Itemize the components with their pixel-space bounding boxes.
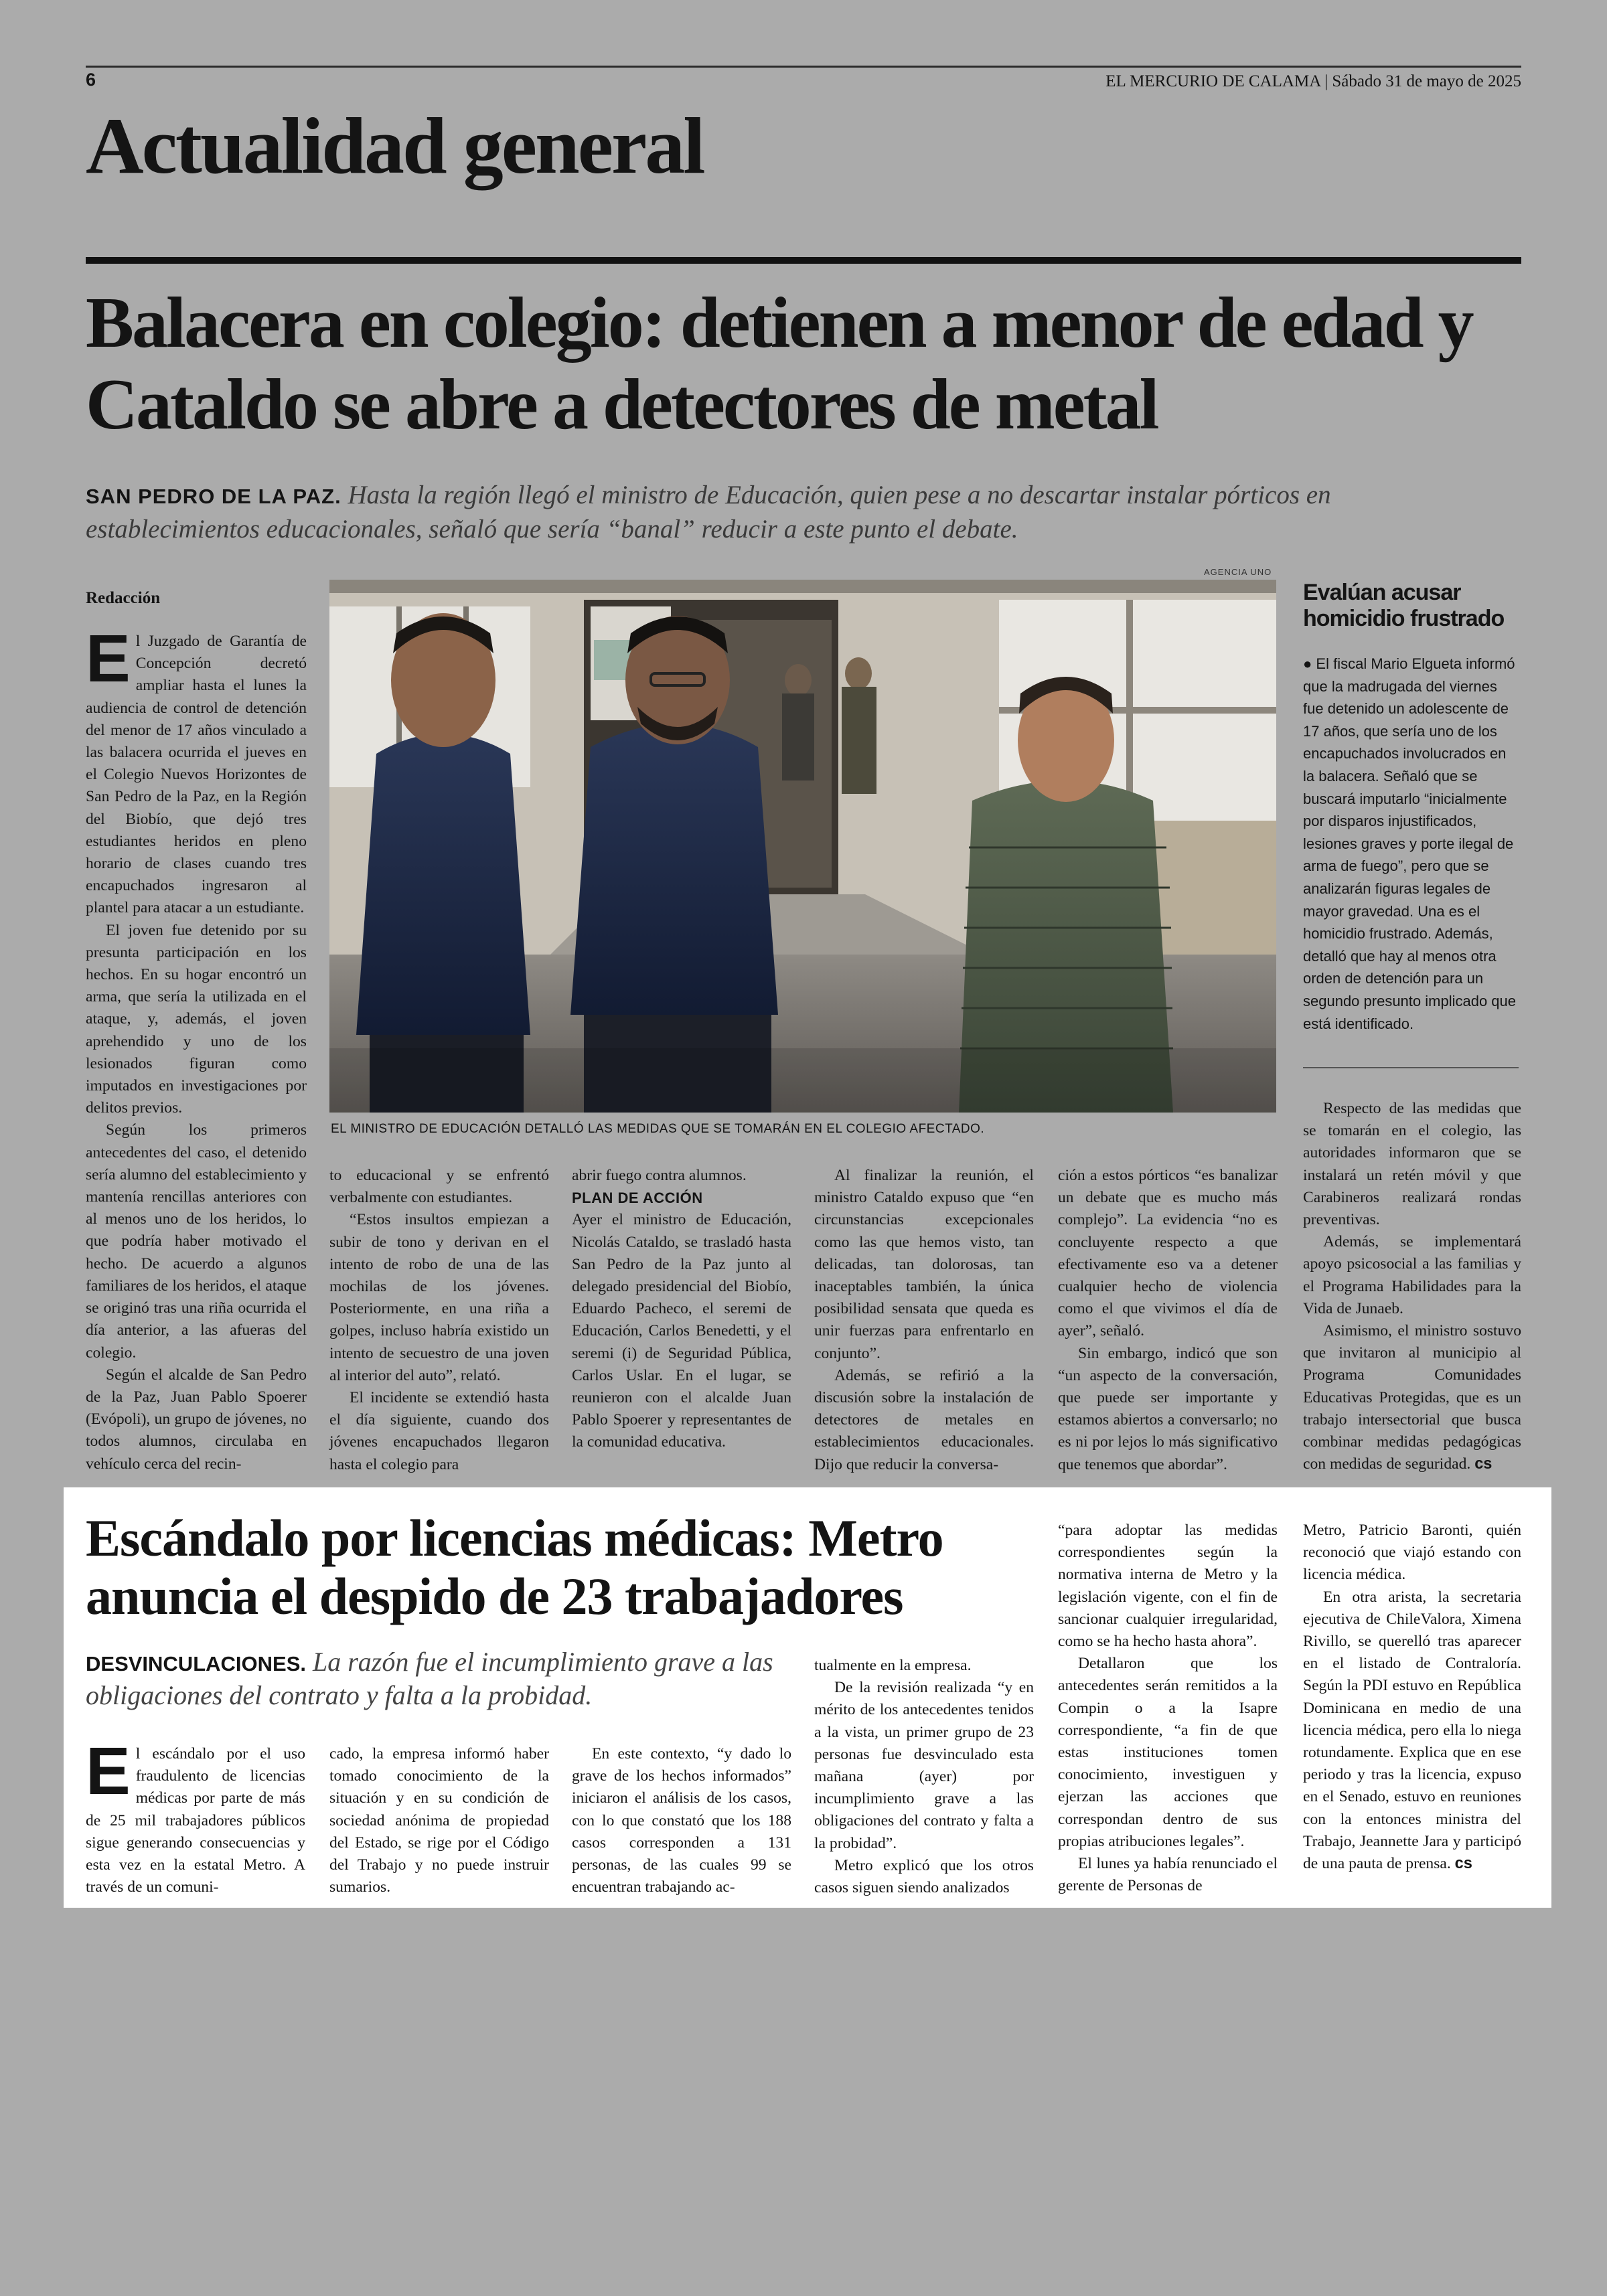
paragraph: Según el alcalde de San Pedro de la Paz, Juan Pablo Spoerer (Evópoli), un grupo de jóvenes, no todos alumnos, circulaba en vehículo cerca del recin- [86,1366,307,1473]
paragraph-text: l escándalo por el uso fraudulento de licencias médicas por parte de más de 25 mil trabajadores públicos sigue generando consecuencias y esta vez en la estatal Metro. A través de un comuni- [86,1745,305,1896]
main-column-4 [814,1165,1034,1476]
paragraph [86,1734,305,1898]
second-column-6 [1303,1520,1521,1875]
paragraph: El joven fue detenido por su presunta participación en los hechos. En su hogar encontró un arma, que sería la utilizada en el ataque, y, además, el joven aprehendido y uno de los lesionados figuran como imputados en investigaciones por delitos previos. [86,921,307,1117]
section-rule [86,257,1521,264]
second-column-1 [86,1734,305,1898]
publication-date: Sábado 31 de mayo de 2025 [1332,72,1521,90]
paragraph: Sin embargo, indicó que son “un aspecto de la conversación, que puede ser importante y estamos abiertos a conversarlo; no es ni por lejos lo más significativo que tenemos que abordar”. [1058,1344,1278,1473]
paragraph: Según los primeros antecedentes del caso, el detenido sería alumno del establecimiento y mantenía rencillas anteriores con al menos uno de los heridos, lo que podría haber motivado el hecho. De acuerdo a algunos familiares de los heridos, el ataque se originó tras una riña ocurrida el día anterior, a las afueras del colegio. [86,1121,307,1362]
photo-caption: EL MINISTRO DE EDUCACIÓN DETALLÓ LAS MEDIDAS QUE SE TOMARÁN EN EL COLEGIO AFECTADO. [331,1122,985,1136]
second-headline: Escándalo por licencias médicas: Metro anuncia el despido de 23 trabajadores [86,1509,943,1626]
section-title: Actualidad general [86,101,704,190]
byline: Redacción [86,589,161,607]
main-dateline: SAN PEDRO DE LA PAZ. [86,485,341,508]
second-column-3 [572,1743,791,1898]
paragraph: “Estos insultos empiezan a subir de tono y derivan en el intento de robo de una de las mochilas de los jóvenes. Posteriormente, en una riña a golpes, incluso habría existido un intento de secuestro de una joven al interior del auto”, relató. [329,1211,549,1384]
sidebox-title: Evalúan acusar homicidio frustrado [1303,580,1505,632]
second-deck-text: La razón fue el incumplimiento grave a las obligaciones del contrato y falta a la probidad. [86,1647,773,1710]
paragraph: De la revisión realizada “y en mérito de los antecedentes tenidos a la vista, un primer grupo de 23 personas fue desvinculado esta mañana (ayer) por incumplimiento grave a las obligaciones del contrato y falta a la probidad”. [814,1679,1034,1852]
paragraph: abrir fuego contra alumnos. [572,1167,747,1184]
second-column-5 [1058,1520,1278,1897]
dropcap: E [86,621,131,696]
paragraph: Detallaron que los antecedentes serán remitidos a la Compin o a la Isapre correspondiente, “a fin de que estas instituciones tomen conocimiento, investiguen y ejerzan las acciones que correspondan dentro de sus propias atribuciones legales”. [1058,1655,1278,1850]
sidebox-text: El fiscal Mario Elgueta informó que la madrugada del viernes fue detenido un adolescente de 17 años, que sería uno de los encapuchados involucrados en la balacera. Señaló que se buscará imputarlo “inicialmente por disparos injustificados, lesiones graves y porte ilegal de arma de fuego”, pero que se analizarán figuras legales de mayor gravedad. Una es el homicidio frustrado. Además, detalló que hay al menos otra orden de detención para un segundo presunto implicado que está identificado. [1303,655,1517,1032]
paragraph: Además, se refirió a la discusión sobre la instalación de detectores de metales en establecimientos educacionales. Dijo que reducir la conversa- [814,1366,1034,1473]
second-kicker: DESVINCULACIONES. [86,1652,306,1675]
dropcap: E [86,1734,131,1809]
top-rule [86,66,1521,68]
paragraph: “para adoptar las medidas correspondientes según la normativa interna de Metro y la legislación vigente, con el fin de sancionar cualquier irregularidad, como se ha hecho hasta ahora”. [1058,1522,1278,1651]
paragraph: Metro, Patricio Baronti, quién reconoció que viajó estando con licencia médica. [1303,1522,1521,1584]
article-photo [329,580,1276,1113]
main-deck [86,478,1465,547]
paragraph: Respecto de las medidas que se tomarán en el colegio, las autoridades informaron que se instalará un retén móvil y que Carabineros realizará rondas preventivas. [1303,1100,1521,1229]
paragraph: El lunes ya había renunciado el gerente de Personas de [1058,1855,1278,1895]
paragraph [1303,1586,1521,1876]
paragraph: Al finalizar la reunión, el ministro Cataldo expuso que “en circunstancias excepcionales como las que hemos visto, tan delicadas, tan dolorosas, tan inaceptables también, la única posibilidad sensata que queda es unir fuerzas para enfrentarlo en conjunto”. [814,1167,1034,1362]
paragraph: Metro explicó que los otros casos siguen siendo analizados [814,1856,1034,1897]
paragraph: En este contexto, “y dado lo grave de los hechos informados” iniciaron el análisis de los casos, con lo que constató que los 188 casos corresponden a 131 personas, de las cuales 99 se encuentran trabajando ac- [572,1745,791,1896]
photo-credit: AGENCIA UNO [1204,567,1272,577]
main-headline: Balacera en colegio: detienen a menor de edad y Cataldo se abre a detectores de metal [86,283,1472,445]
publication-name: EL MERCURIO DE CALAMA [1105,72,1320,90]
main-column-6 [1303,1098,1521,1475]
paragraph-text: En otra arista, la secretaria ejecutiva de ChileValora, Ximena Rivillo, se querelló tras aparecer en el listado de Contraloría. Según la PDI estuvo en República Dominicana en medio de una licencia médica, pero ella lo niega rotundamente. Explica que en ese periodo y tras la licencia, expuso en el Senado, estuvo en reuniones con la entonces ministra del Trabajo, Jeannette Jara y participó de una pauta de prensa. [1303,1588,1521,1873]
paragraph: El incidente se extendió hasta el día siguiente, cuando dos jóvenes encapuchados llegaron hasta el colegio para [329,1389,549,1473]
paragraph [1303,1320,1521,1475]
second-deck [86,1645,795,1712]
bullet-icon: ● [1303,655,1312,672]
sidebox-body [1303,653,1519,1035]
main-column-5 [1058,1165,1278,1476]
publication-dateline: EL MERCURIO DE CALAMA | Sábado 31 de mayo de 2025 [1105,72,1521,90]
photo-illustration [329,580,1276,1113]
paragraph-text: Asimismo, el ministro sostuvo que invitaron al municipio al Programa Comunidades Educativas Protegidas, que es un trabajo intersectorial que busca combinar medidas pedagógicas con medidas de seguridad. [1303,1322,1521,1473]
paragraph-text: l Juzgado de Garantía de Concepción decretó ampliar hasta el lunes la audiencia de control de detención del menor de 17 años vinculado a las balacera ocurrida el jueves en el Colegio Nuevos Horizontes de San Pedro de la Paz, en la Región del Biobío, que dejó tres estudiantes heridos en pleno horario de clases cuando tres encapuchados ingresaron al plantel para atacar a un estudiante. [86,633,307,917]
end-mark-icon: cs [1454,1855,1472,1873]
paragraph: to educacional y se enfrentó verbalmente con estudiantes. [329,1167,549,1207]
main-column-3 [572,1165,791,1454]
paragraph: tualmente en la empresa. [814,1657,972,1674]
sidebox-rule [1303,1067,1519,1068]
second-column-4 [814,1655,1034,1899]
paragraph: ción a estos pórticos “es banalizar un debate que es mucho más complejo”. La evidencia “no es concluyente respecto a que efectivamente eso va a detener cualquier hecho de violencia como el que vivimos el día de ayer”, señaló. [1058,1167,1278,1340]
paragraph: Ayer el ministro de Educación, Nicolás Cataldo, se trasladó hasta San Pedro de la Paz junto al delegado presidencial del Biobío, Eduardo Pacheco, el seremi de Educación, Carlos Benedetti, y el seremi (i) de Seguridad Pública, Carlos Uslar. En el lugar, se reunieron con el alcalde Juan Pablo Spoerer y representantes de la comunidad educativa. [572,1211,791,1451]
paragraph [86,621,307,920]
paragraph: cado, la empresa informó haber tomado conocimiento de la situación y en su condición de sociedad anónima de propiedad del Estado, se rige por el Código del Trabajo y no puede instruir sumarios. [329,1745,549,1896]
paragraph: Además, se implementará apoyo psicosocial a las familias y el Programa Habilidades para la Vida de Junaeb. [1303,1233,1521,1317]
second-column-2 [329,1743,549,1898]
end-mark-icon: cs [1474,1455,1493,1473]
main-column-2 [329,1165,549,1476]
main-deck-text: Hasta la región llegó el ministro de Educación, quien pese a no descartar instalar pórticos en establecimientos educacionales, señaló que sería “banal” reducir a este punto el debate. [86,481,1331,544]
subhead: PLAN DE ACCIÓN [572,1190,703,1207]
page-number: 6 [86,70,96,90]
main-column-1 [86,621,307,1475]
